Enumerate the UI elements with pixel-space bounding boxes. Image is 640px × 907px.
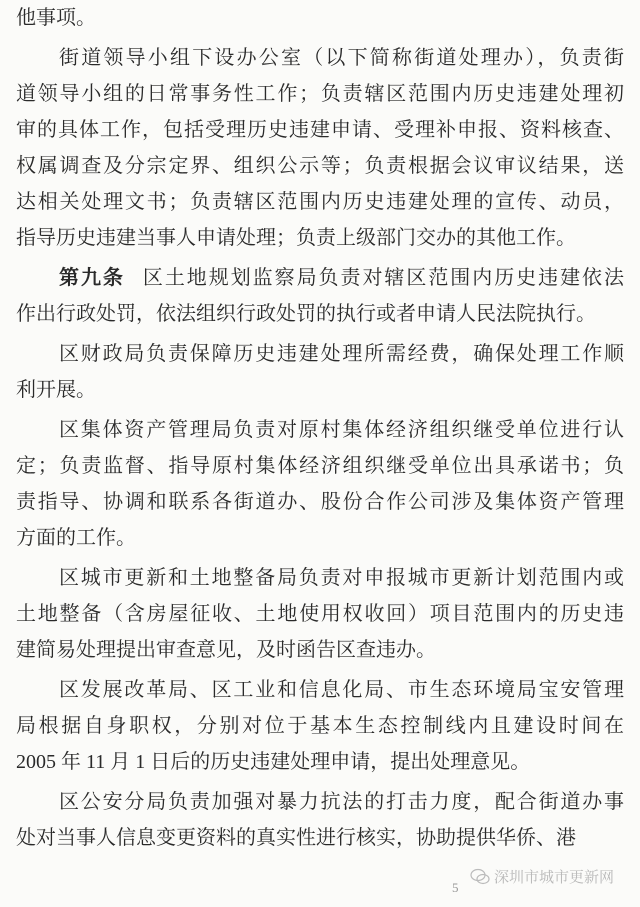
paragraph: [16, 40, 624, 256]
line-text: 处对当事人信息变更资料的真实性进行核实，协助提供华侨、港: [16, 827, 576, 849]
paragraph: [16, 336, 624, 408]
line-text: 达相关处理文书；负责辖区范围内历史违建处理的宣传、动员，: [16, 191, 624, 213]
text-line: [16, 372, 624, 408]
line-text: 定；负责监督、指导原村集体经济组织继受单位出具承诺书；负: [16, 455, 624, 477]
line-text: 方面的工作。: [16, 527, 136, 549]
line-text: 区城市更新和土地整备局负责对申报城市更新计划范围内或: [59, 567, 624, 589]
text-line: [16, 260, 624, 296]
line-text: 2005 年 11 月 1 日后的历史违建处理申请，提出处理意见。: [16, 751, 531, 773]
line-text: 建简易处理提出审查意见，及时函告区查违办。: [16, 639, 436, 661]
line-text: 审的具体工作，包括受理历史违建申请、受理补申报、资料核查、: [16, 119, 624, 141]
text-line: [16, 744, 624, 780]
text-line: [16, 76, 624, 112]
text-line: [16, 184, 624, 220]
text-line: [16, 784, 624, 820]
text-line: [16, 220, 624, 256]
line-text: 权属调查及分宗定界、组织公示等；负责根据会议审议结果，送: [16, 155, 624, 177]
document-page: [16, 0, 624, 860]
watermark: [470, 866, 614, 887]
text-line: [16, 112, 624, 148]
line-text: 街道领导小组下设办公室（以下简称街道处理办），负责街: [59, 47, 624, 69]
text-line: [16, 632, 624, 668]
text-line: [16, 448, 624, 484]
line-text: 利开展。: [16, 379, 96, 401]
line-text: 土地整备（含房屋征收、土地使用权收回）项目范围内的历史违: [16, 603, 624, 625]
text-line: [16, 708, 624, 744]
text-line: [16, 0, 624, 36]
line-text: 区公安分局负责加强对暴力抗法的打击力度，配合街道办事: [59, 791, 624, 813]
line-text: 作出行政处罚，依法组织行政处罚的执行或者申请人民法院执行。: [16, 303, 596, 325]
line-text: 指导历史违建当事人申请处理；负责上级部门交办的其他工作。: [16, 227, 576, 249]
text-line: [16, 596, 624, 632]
line-text: 区财政局负责保障历史违建处理所需经费，确保处理工作顺: [59, 343, 624, 365]
watermark-text: 深圳市城市更新网: [494, 869, 615, 886]
text-line: [16, 484, 624, 520]
line-text: 局根据自身职权，分别对位于基本生态控制线内且建设时间在: [16, 715, 624, 737]
paragraph: [16, 0, 624, 36]
text-line: [16, 40, 624, 76]
wechat-icon: [470, 868, 490, 886]
text-line: [16, 296, 624, 332]
paragraph: [16, 412, 624, 556]
text-line: [16, 520, 624, 556]
line-text: 区发展改革局、区工业和信息化局、市生态环境局宝安管理: [59, 679, 624, 701]
line-text: 道领导小组的日常事务性工作；负责辖区范围内历史违建处理初: [16, 83, 624, 105]
paragraph: [16, 784, 624, 856]
line-text: 区集体资产管理局负责对原村集体经济组织继受单位进行认: [59, 419, 624, 441]
paragraph: [16, 672, 624, 780]
paragraph: [16, 560, 624, 668]
line-text: 他事项。: [16, 7, 96, 29]
text-line: [16, 672, 624, 708]
text-line: [16, 412, 624, 448]
page-number: 5: [452, 880, 459, 895]
article-number: 第九条: [59, 267, 125, 289]
line-text: 责指导、协调和联系各街道办、股份合作公司涉及集体资产管理: [16, 491, 624, 513]
text-line: [16, 336, 624, 372]
text-line: [16, 820, 624, 856]
paragraph: [16, 260, 624, 332]
text-line: [16, 148, 624, 184]
line-text: 区土地规划监察局负责对辖区范围内历史违建依法: [142, 267, 624, 289]
text-line: [16, 560, 624, 596]
